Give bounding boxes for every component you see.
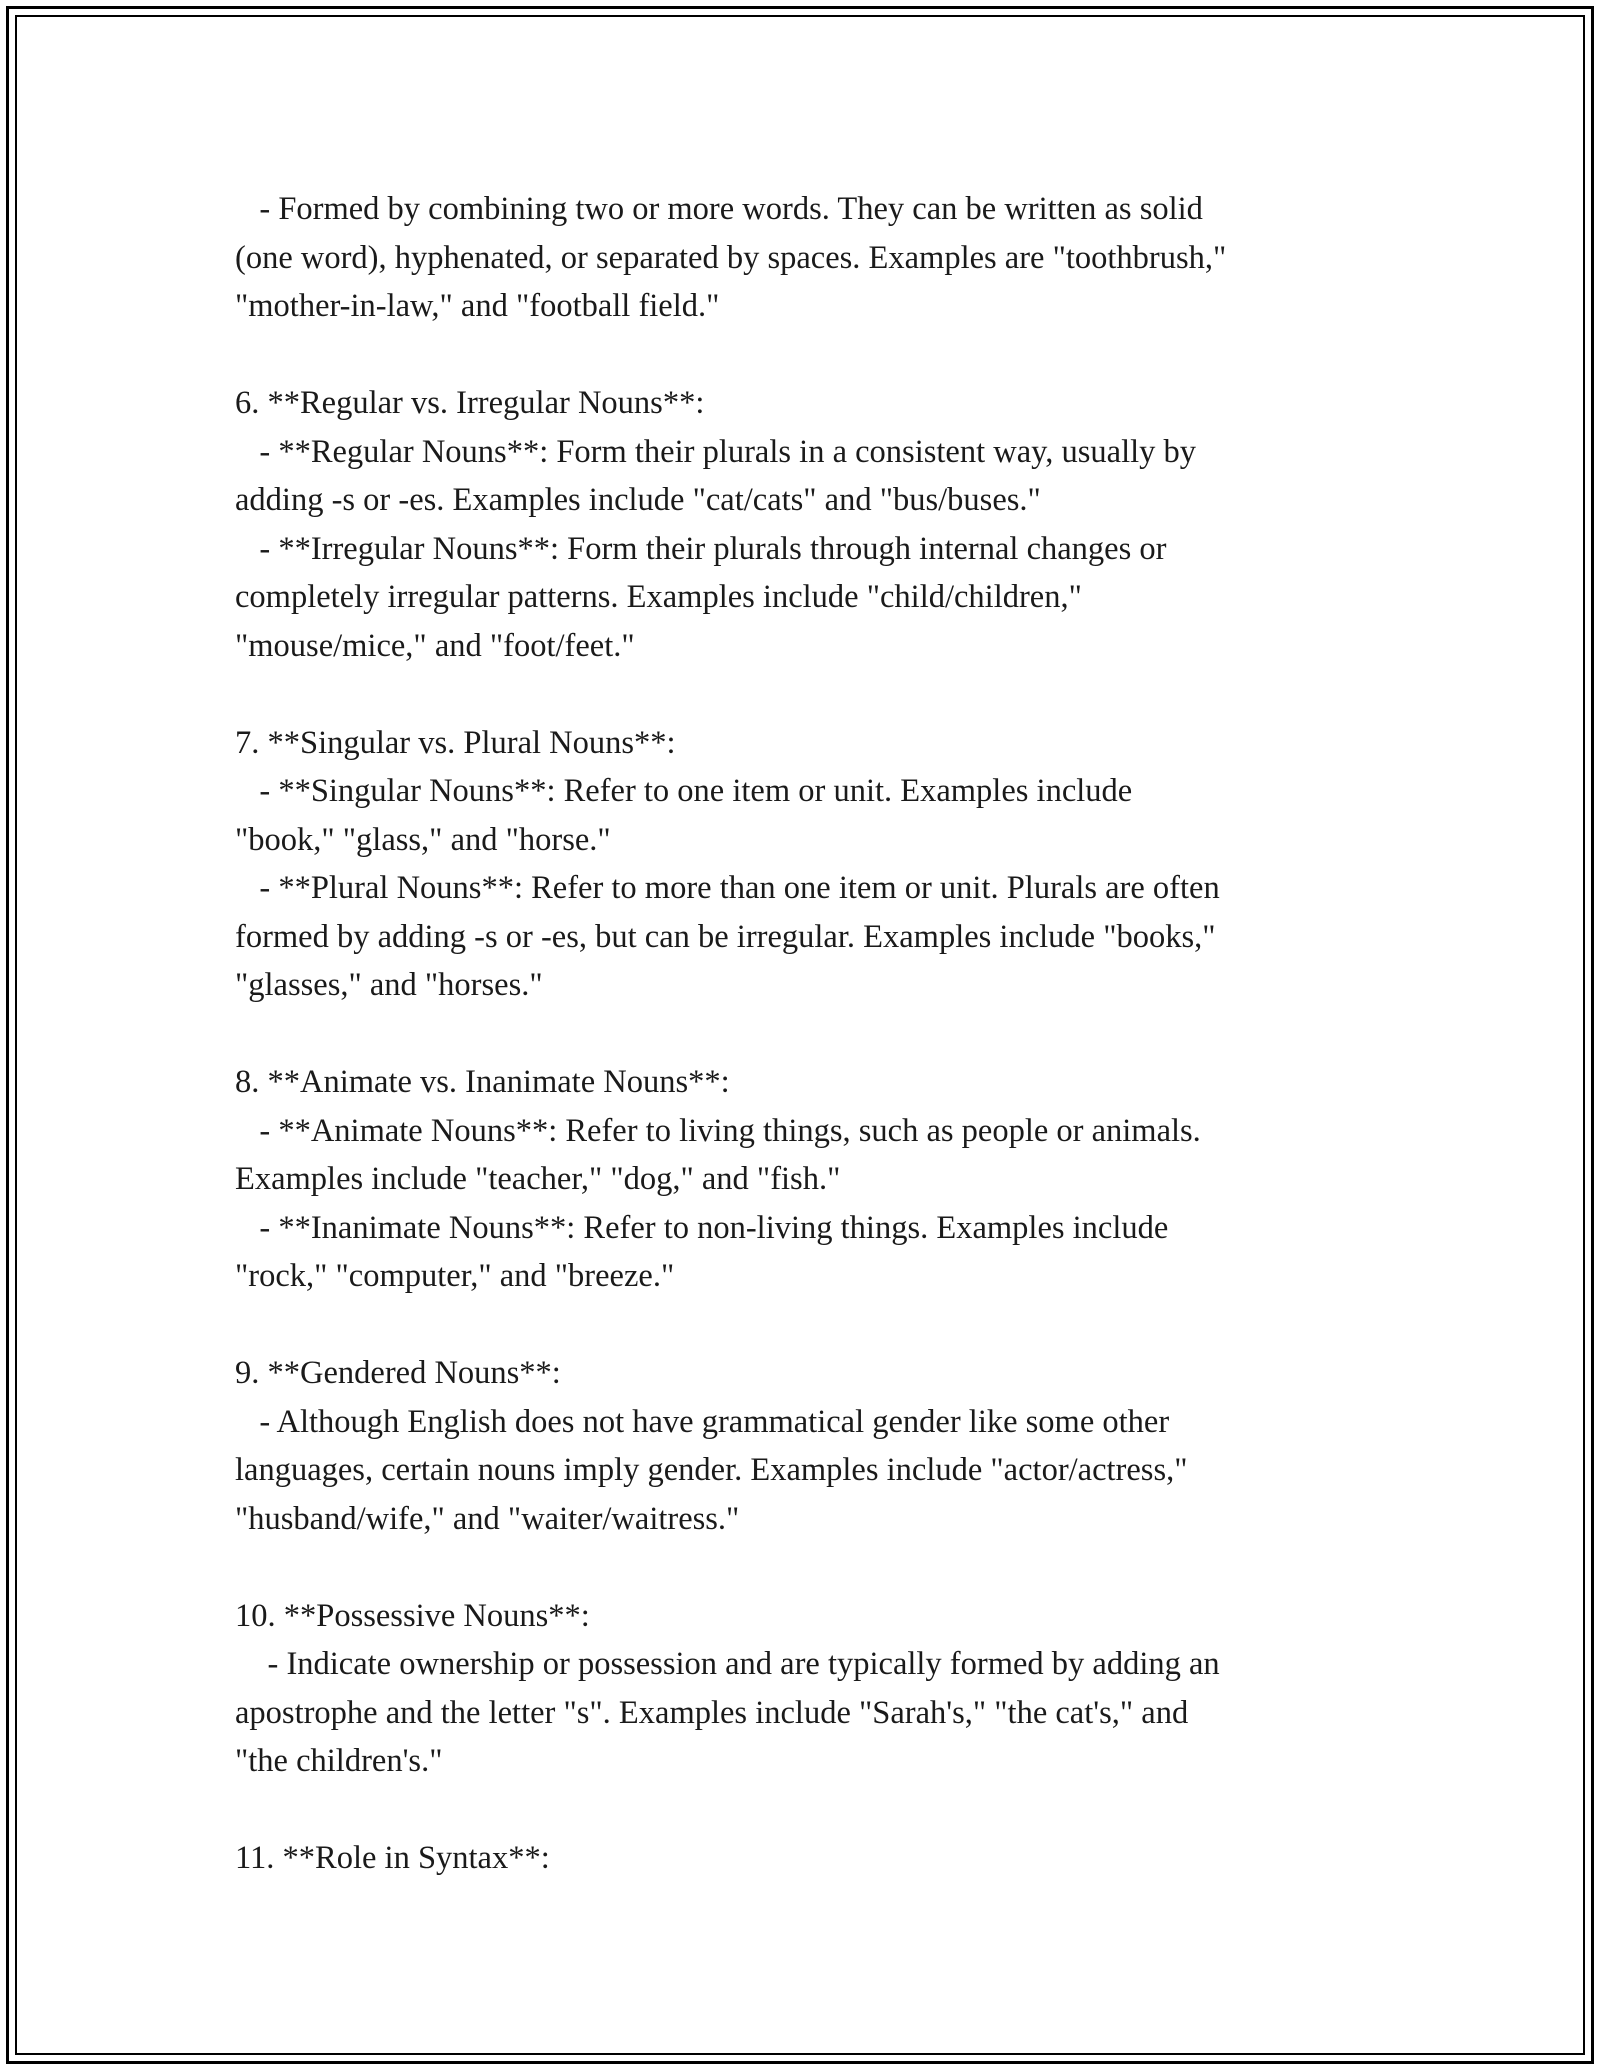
text-line: "rock," "computer," and "breeze."	[235, 1258, 675, 1294]
text-line: - **Plural Nouns**: Refer to more than one item or unit. Plurals are often	[235, 870, 1220, 906]
text-line: - **Animate Nouns**: Refer to living things, such as people or animals.	[235, 1112, 1201, 1149]
text-line: (one word), hyphenated, or separated by spaces. Examples are "toothbrush,"	[235, 239, 1227, 276]
text-line: - **Inanimate Nouns**: Refer to non-living things. Examples include	[235, 1209, 1169, 1246]
section-heading: 6. **Regular vs. Irregular Nouns**:	[235, 385, 705, 421]
paragraph-gendered	[235, 1349, 1395, 1543]
text-line: - Formed by combining two or more words. They can be written as solid	[235, 191, 1203, 227]
text-line: Examples include "teacher," "dog," and "fish."	[235, 1161, 841, 1197]
paragraph-singular-plural	[235, 719, 1395, 1010]
text-line: formed by adding -s or -es, but can be irregular. Examples include "books,"	[235, 918, 1216, 955]
text-line: completely irregular patterns. Examples include "child/children,"	[235, 579, 1082, 615]
text-line: - **Regular Nouns**: Form their plurals in a consistent way, usually by	[235, 433, 1197, 470]
section-heading: 10. **Possessive Nouns**:	[235, 1597, 590, 1634]
section-heading: 7. **Singular vs. Plural Nouns**:	[235, 724, 676, 761]
text-line: - **Singular Nouns**: Refer to one item or unit. Examples include	[235, 773, 1133, 809]
section-heading: 11. **Role in Syntax**:	[235, 1840, 550, 1876]
paragraph-possessive	[235, 1592, 1395, 1786]
paragraph-role-in-syntax	[235, 1834, 1395, 1883]
section-heading: 8. **Animate vs. Inanimate Nouns**:	[235, 1064, 730, 1100]
document-body	[235, 185, 1395, 1931]
text-line: "husband/wife," and "waiter/waitress."	[235, 1500, 740, 1537]
text-line: - Although English does not have grammatical gender like some other	[235, 1403, 1170, 1440]
section-heading: 9. **Gendered Nouns**:	[235, 1355, 561, 1391]
text-line: "book," "glass," and "horse."	[235, 821, 611, 858]
text-line: "glasses," and "horses."	[235, 967, 543, 1003]
text-line: - **Irregular Nouns**: Form their plurals through internal changes or	[235, 530, 1167, 567]
text-line: adding -s or -es. Examples include "cat/cats" and "bus/buses."	[235, 482, 1041, 518]
paragraph-regular-irregular	[235, 379, 1395, 670]
text-line: - Indicate ownership or possession and are typically formed by adding an	[235, 1646, 1220, 1682]
text-line: "mouse/mice," and "foot/feet."	[235, 627, 635, 664]
paragraph-animate-inanimate	[235, 1058, 1395, 1301]
text-line: "mother-in-law," and "football field."	[235, 288, 720, 324]
text-line: "the children's."	[235, 1743, 443, 1779]
text-line: apostrophe and the letter "s". Examples include "Sarah's," "the cat's," and	[235, 1694, 1189, 1731]
text-line: languages, certain nouns imply gender. Examples include "actor/actress,"	[235, 1452, 1188, 1488]
paragraph-compound-nouns	[235, 185, 1395, 331]
